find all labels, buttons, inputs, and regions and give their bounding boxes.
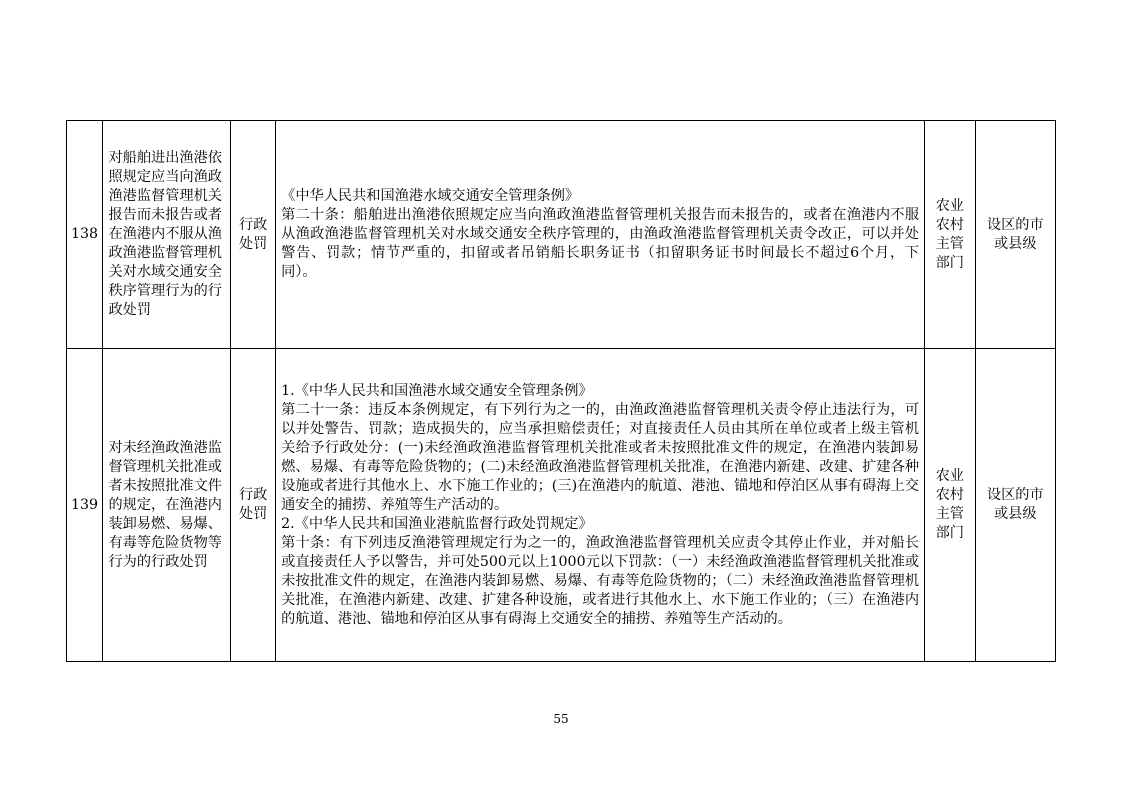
basis-paragraph: 《中华人民共和国渔港水域交通安全管理条例》 (281, 188, 580, 204)
basis-paragraph: 第二十条：船舶进出渔港依照规定应当向渔政渔港监督管理机关报告而未报告的，或者在渔港内不服从渔政渔港监督管理机关对水域交通安全秩序管理的，由渔政渔港监督管理机关责令改正，可以并处警告、罚款；情节严重的，扣留或者吊销船长职务证书（扣留职务证书时间最长不超过6个月，下同）。 (281, 207, 920, 280)
page-number: 55 (553, 712, 569, 726)
row-number: 138 (67, 121, 103, 349)
enforcement-level: 设区的市或县级 (975, 121, 1055, 349)
basis-paragraph: 第二十一条：违反本条例规定，有下列行为之一的，由渔政渔港监督管理机关责令停止违法行为，可以并处警告、罚款；造成损失的，应当承担赔偿责任；对直接责任人员由其所在单位或者上级主管机关给予行政处分：(一)未经渔政渔港监督管理机关批准或者未按照批准文件的规定，在渔港内装卸易燃、易爆、有毒等危险货物的；(二)未经渔政渔港监督管理机关批准，在渔港内新建、改建、扩建各种设施或者进行其他水上、水下施工作业的；(三)在渔港内的航道、港池、锚地和停泊区从事有碍海上交通安全的捕捞、养殖等生产活动的。 (281, 401, 920, 513)
legal-basis (276, 121, 925, 349)
enforcement-level: 设区的市或县级 (975, 349, 1055, 662)
penalty-item: 对船舶进出渔港依照规定应当向渔政渔港监督管理机关报告而未报告或者在渔港内不服从渔政渔港监督管理机关对水域交通安全秩序管理行为的行政处罚 (103, 121, 231, 349)
penalty-item: 对未经渔政渔港监督管理机关批准或者未按照批准文件的规定，在渔港内装卸易燃、易爆、有毒等危险货物等行为的行政处罚 (103, 349, 231, 662)
responsible-department: 农业农村主管部门 (925, 121, 975, 349)
table-row (67, 121, 1056, 349)
responsible-department: 农业农村主管部门 (925, 349, 975, 662)
penalty-type: 行政处罚 (231, 349, 276, 662)
legal-basis (276, 349, 925, 662)
basis-paragraph: 第十条：有下列违反渔港管理规定行为之一的，渔政渔港监督管理机关应责令其停止作业，并对船长或直接责任人予以警告，并可处500元以上1000元以下罚款：（一）未经渔政渔港监督管理机关批准或未按批准文件的规定，在渔港内装卸易燃、易爆、有毒等危险货物的；（二）未经渔政渔港监督管理机关批准，在渔港内新建、改建、扩建各种设施，或者进行其他水上、水下施工作业的；（三）在渔港内的航道、港池、锚地和停泊区从事有碍海上交通安全的捕捞、养殖等生产活动的。 (281, 534, 920, 627)
basis-paragraph: 2.《中华人民共和国渔业港航监督行政处罚规定》 (281, 515, 593, 532)
penalty-type: 行政处罚 (231, 121, 276, 349)
table-row (67, 349, 1056, 662)
row-number: 139 (67, 349, 103, 662)
penalty-table (66, 120, 1056, 662)
basis-paragraph: 1.《中华人民共和国渔港水域交通安全管理条例》 (281, 382, 593, 399)
